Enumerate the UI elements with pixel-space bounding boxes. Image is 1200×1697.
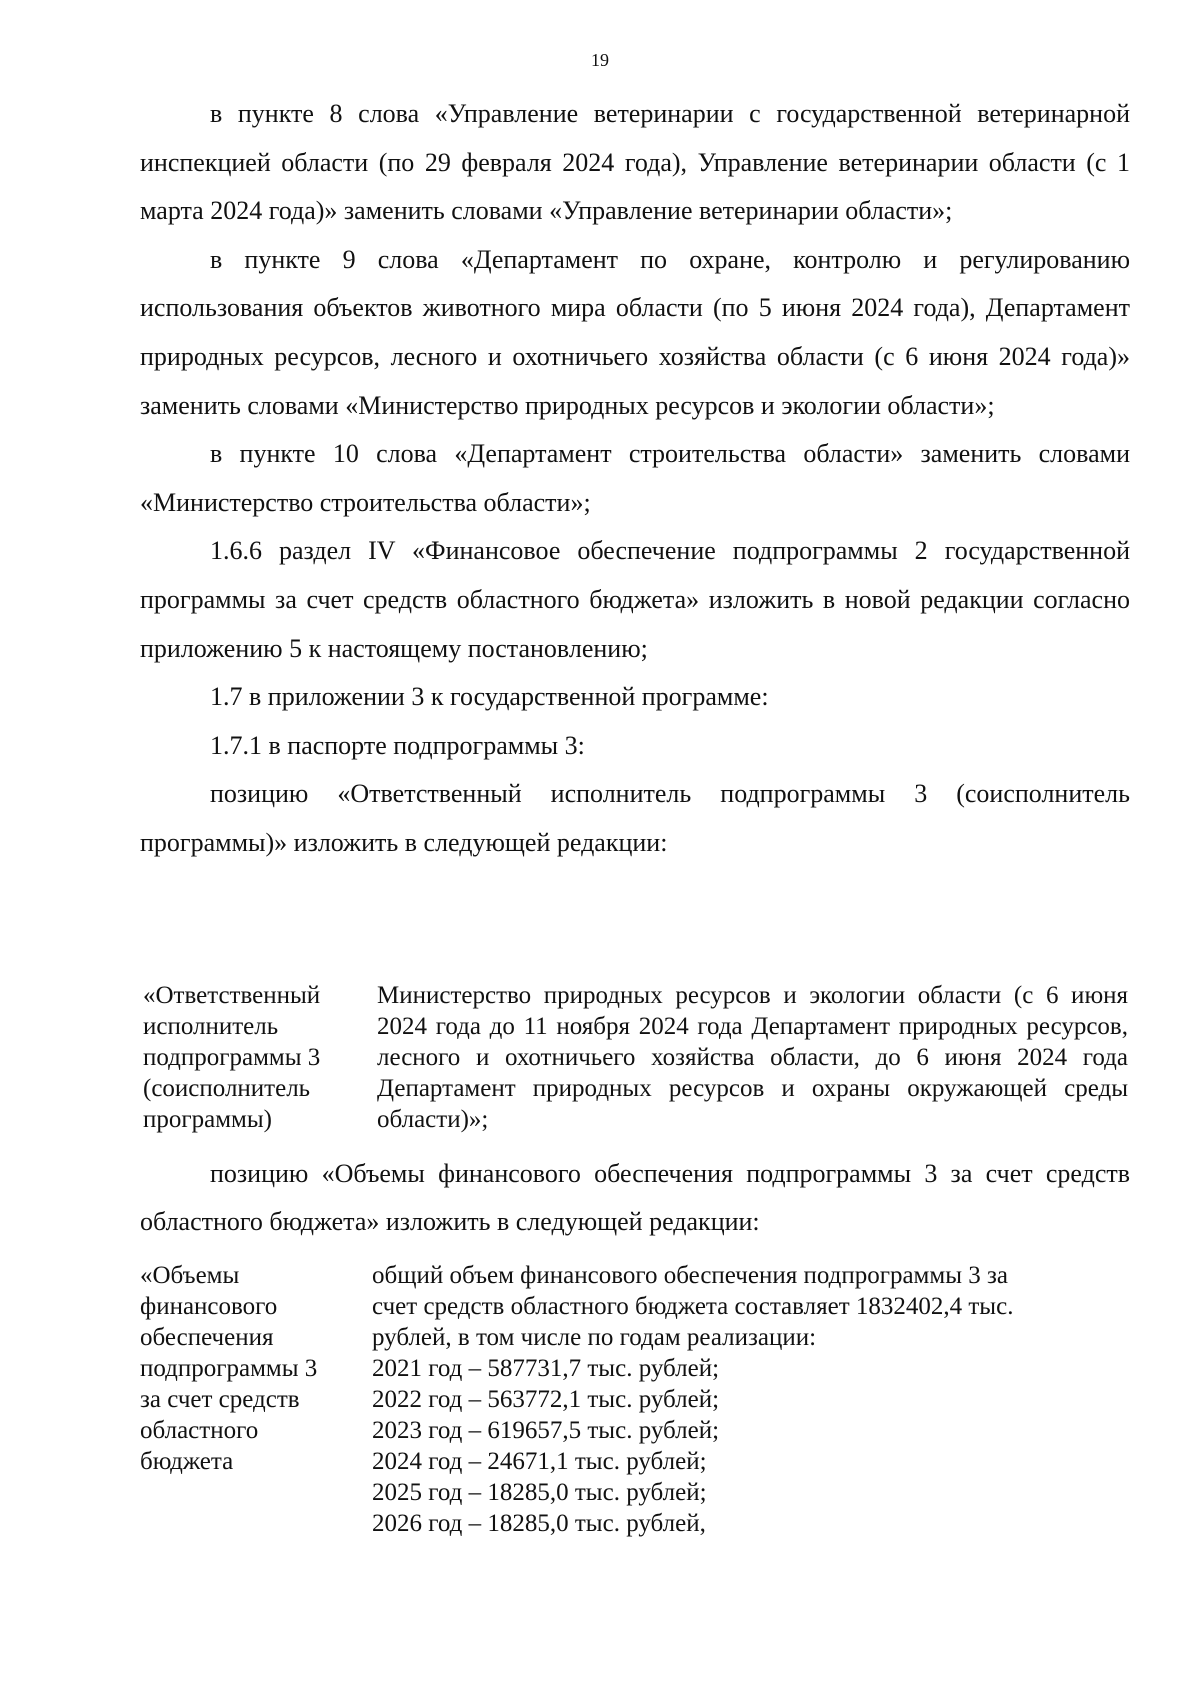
paragraph-1-7-1: 1.7.1 в паспорте подпрограммы 3: — [210, 730, 585, 760]
financing-label-line: обеспечения — [140, 1324, 274, 1351]
executor-label-line: исполнитель — [143, 1013, 279, 1040]
financing-value-line: счет средств областного бюджета составляет 1832402,4 тыс. — [372, 1293, 1014, 1320]
financing-value-line: рублей, в том числе по годам реализации: — [372, 1324, 817, 1351]
executor-label-line: «Ответственный — [143, 982, 321, 1009]
executor-table-value: Министерство природных ресурсов и экологии области (с 6 июня 2024 года до 11 ноября 2024 года Департамент природных ресурсов, лесного и охотничьего хозяйства области, до 6 июня 2024 года Департамент природных ресурсов и охраны окружающей среды области)»; — [377, 982, 1128, 1133]
financing-year-2021: 2021 год – 587731,7 тыс. рублей; — [372, 1355, 720, 1382]
paragraph-position-financing: позицию «Объемы финансового обеспечения подпрограммы 3 за счет средств областного бюджета» изложить в следующей редакции: — [140, 1159, 1130, 1236]
financing-table — [140, 1260, 1130, 1539]
financing-table-label — [140, 1260, 372, 1539]
executor-label-line: программы) — [143, 1106, 272, 1133]
financing-label-line: финансового — [140, 1293, 278, 1320]
financing-year-2023: 2023 год – 619657,5 тыс. рублей; — [372, 1417, 720, 1444]
paragraph-item-8: в пункте 8 слова «Управление ветеринарии с государственной ветеринарной инспекцией области (по 29 февраля 2024 года), Управление ветеринарии области (с 1 марта 2024 года)» заменить словами «Управление ветеринарии области»; — [140, 99, 1130, 226]
financing-year-2026: 2026 год – 18285,0 тыс. рублей, — [372, 1510, 706, 1537]
paragraph-item-10: в пункте 10 слова «Департамент строительства области» заменить словами «Министерство строительства области»; — [140, 439, 1130, 517]
financing-label-line: за счет средств — [140, 1386, 300, 1413]
document-body-continued — [140, 1150, 1130, 1246]
paragraph-1-6-6: 1.6.6 раздел IV «Финансовое обеспечение подпрограммы 2 государственной программы за счет средств областного бюджета» изложить в новой редакции согласно приложению 5 к настоящему постановлению; — [140, 536, 1130, 663]
financing-label-line: подпрограммы 3 — [140, 1355, 318, 1382]
executor-table — [143, 980, 1128, 1135]
paragraph-position-executor: позицию «Ответственный исполнитель подпрограммы 3 (соисполнитель программы)» изложить в следующей редакции: — [140, 779, 1130, 857]
financing-label-line: бюджета — [140, 1448, 234, 1475]
financing-label-line: «Объемы — [140, 1262, 240, 1289]
financing-label-line: областного — [140, 1417, 259, 1444]
financing-year-2022: 2022 год – 563772,1 тыс. рублей; — [372, 1386, 720, 1413]
financing-table-value — [372, 1260, 1130, 1539]
executor-label-line: (соисполнитель — [143, 1075, 311, 1102]
document-body — [140, 90, 1130, 868]
executor-label-line: подпрограммы 3 — [143, 1044, 321, 1071]
financing-year-2024: 2024 год – 24671,1 тыс. рублей; — [372, 1448, 707, 1475]
financing-value-line: общий объем финансового обеспечения подпрограммы 3 за — [372, 1262, 1008, 1289]
executor-table-label — [143, 980, 377, 1135]
page-number: 19 — [591, 50, 609, 70]
paragraph-1-7: 1.7 в приложении 3 к государственной программе: — [210, 682, 769, 712]
paragraph-item-9: в пункте 9 слова «Департамент по охране, контролю и регулированию использования объектов животного мира области (по 5 июня 2024 года), Департамент природных ресурсов, лесного и охотничьего хозяйства области (с 6 июня 2024 года)» заменить словами «Министерство природных ресурсов и экологии области»; — [140, 244, 1130, 420]
financing-year-2025: 2025 год – 18285,0 тыс. рублей; — [372, 1479, 707, 1506]
